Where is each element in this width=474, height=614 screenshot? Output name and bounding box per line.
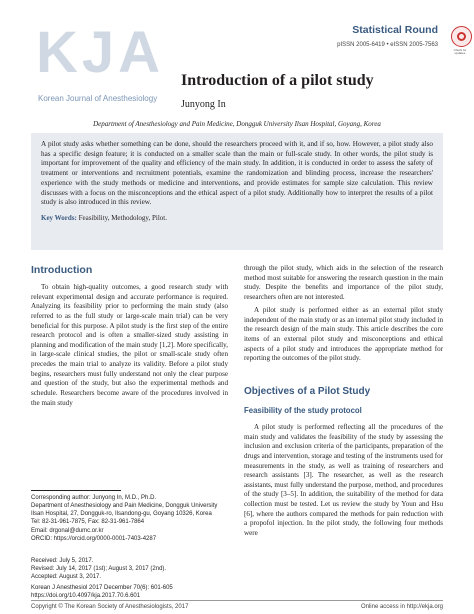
citation-note: Korean J Anesthesiol 2017 December 70(6): 601-605 https://doi.org/10.4097/kja.2017.70.6.601	[31, 585, 173, 600]
abstract-text: A pilot study asks whether something can be done, should the researchers proceed with it, and if so, how. However, a pilot study also has a specific design feature; it is conducted on a smaller scale than the main or full-scale study. In other words, the pilot study is important for improvement of the quality and efficiency of the main study. In addition, it is conducted in order to assess the safety of treatment or interventions and recruitment potentials, examine the randomization and blinding process, increase the researchers' experience with the study methods or medicine and interventions, and provide estimates for sample size calculation. This review discusses with a focus on the misconceptions and the ethical aspect of a pilot study. Additionally how to interpret the results of a pilot study is also introduced in this review.	[41, 140, 433, 207]
abstract-box	[31, 133, 443, 250]
right-column-paragraph-2: A pilot study is performed either as an external pilot study independent of the main study or as an internal pilot study included in the research design of the main study. This article describes the core items of an external pilot study and misconceptions and ethical aspects of a pilot study and introduces the appropriate method for reporting the outcomes of the pilot study.	[244, 306, 443, 363]
footer-divider	[31, 600, 443, 601]
introduction-paragraph: To obtain high-quality outcomes, a good research study with relevant experimental design and accurate performance is required. Analyzing its feasibility prior to performing the main study (also referred to as the full study or large-scale main trial) can be very beneficial for this purpose. A pilot study is the first step of the entire research protocol and is often a smaller-sized study assisting in planning and modification of the main study [1,2]. More specifically, in large-scale clinical studies, the pilot or small-scale study often precedes the main trial to analyze its validity. Before a pilot study begins, researchers must fully understand not only the clear purpose and question of the study, but also the experimental methods and schedule. Researchers become aware of the procedures involved in the main study	[31, 283, 228, 407]
copyright-line: Copyright © The Korean Society of Anesthesiologists, 2017	[31, 604, 189, 610]
issn-line: pISSN 2005-6419 • eISSN 2005-7563	[337, 42, 438, 48]
article-title: Introduction of a pilot study	[181, 72, 374, 89]
footnote-divider	[31, 490, 121, 491]
dates-note: Received: July 5, 2017. Revised: July 14, 2017 (1st); August 3, 2017 (2nd). Accepted: August 3, 2017.	[31, 558, 167, 581]
check-for-updates-label[interactable]: Check for updates	[453, 48, 467, 56]
right-column-paragraph-3: A pilot study is performed reflecting all the procedures of the main study and validates the feasibility of the study by assessing the inclusion and exclusion criteria of the participants, preparation of the drugs and intervention, storage and testing of the instruments used for measurements in the study, as well as training of researchers and research assistants [3]. The researcher, as well as the research assistants, must fully understand the purpose, method, and procedures of the study [3–5]. In addition, the suitability of the method for data collection must be tested. Let us review the study by Youn and Hsu [6], where the authors compared the methods for pain reduction with a propofol injection. In the pilot study, the following four methods were	[244, 423, 443, 538]
right-column-paragraph-1: through the pilot study, which aids in the selection of the research method most suitable for answering the research question in the main study. Despite the benefits and importance of the pilot study, researchers often are not interested.	[244, 264, 443, 301]
article-author: Junyong In	[181, 99, 226, 110]
objectives-heading: Objectives of a Pilot Study	[244, 386, 371, 397]
check-for-updates-icon[interactable]	[451, 26, 472, 47]
journal-logo: KJA	[36, 20, 165, 85]
author-affiliation: Department of Anesthesiology and Pain Medicine, Dongguk University Ilsan Hospital, Goyang, Korea	[93, 120, 381, 128]
introduction-heading: Introduction	[31, 264, 93, 276]
journal-name: Korean Journal of Anesthesiology	[38, 94, 158, 103]
online-access-link[interactable]: Online access in http://ekja.org	[360, 604, 443, 610]
section-label: Statistical Round	[352, 24, 438, 36]
correspondence-note: Corresponding author: Junyong In, M.D., Ph.D. Department of Anesthesiology and Pain Medicine, Dongguk University Ilsan Hospital, 27, Dongguk-ro, Ilsandong-gu, Goyang 10326, Korea Tel: 82-31-961-7875, Fax: 82-31-961-7864 Email: drgonal@dumc.or.kr ORCID: https://orcid.org/0000-0001-7403-4287	[31, 495, 218, 542]
keywords-label: Key Words:	[41, 214, 77, 223]
feasibility-subheading: Feasibility of the study protocol	[244, 406, 362, 415]
keywords	[41, 214, 433, 222]
keywords-list: Feasibility, Methodology, Pilot.	[78, 214, 167, 223]
